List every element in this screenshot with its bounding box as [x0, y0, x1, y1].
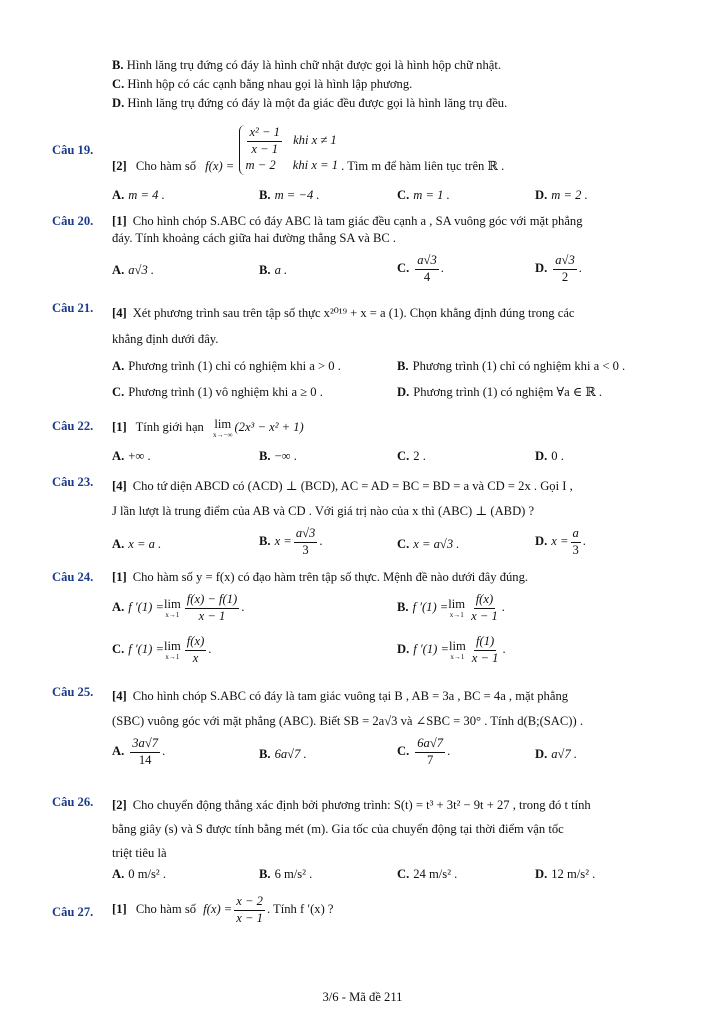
question-level: [1] — [112, 902, 127, 917]
option-a[interactable]: A. f ′(1) = lim x→1 $\frac{f(x) - f(1)}{x - 1}$ . — [112, 592, 245, 623]
limit-operator: lim x→−∞ — [213, 417, 233, 439]
option-c[interactable]: C. 24 m/s² . — [397, 867, 458, 881]
option-d[interactable]: D. f ′(1) = lim x→1 $\frac{f(1)}{x - 1}$ . — [397, 634, 506, 665]
question-text-line1: Xét phương trình sau trên tập số thực x²⁰¹⁹ + x = a (1). Chọn khẳng định đúng trong các — [132, 306, 575, 320]
question-level: [1] — [112, 420, 127, 435]
option-a[interactable]: A. 0 m/s² . — [112, 867, 166, 881]
question-text: Tính giới hạn — [135, 420, 204, 435]
option-c[interactable]: C. Phương trình (1) vô nghiệm khi a ≥ 0 . — [112, 385, 323, 399]
question-20 — [52, 213, 673, 253]
question-text-line1: Cho hình chóp S.ABC có đáy ABC là tam giác đều cạnh a , SA vuông góc với mặt phẳng — [132, 214, 583, 228]
question-26 — [52, 794, 673, 864]
function-label: f(x) = — [205, 158, 235, 173]
question-level: [4] — [112, 306, 127, 320]
question-level: [2] — [112, 158, 127, 173]
option-d[interactable]: D. m = 2 . — [535, 188, 588, 202]
option-d[interactable]: D. $\frac{a√3}{2}$ . — [535, 253, 582, 284]
question-22 — [52, 418, 673, 448]
intro-line-d: D. Hình lăng trụ đứng có đáy là một đa giác đều được gọi là hình lăng trụ đều. — [112, 96, 508, 110]
option-b[interactable]: B. 6 m/s² . — [259, 867, 313, 881]
question-number: Câu 21. — [52, 301, 94, 315]
question-text-line2: khẳng định dưới đây. — [112, 332, 219, 347]
question-number: Câu 23. — [52, 475, 94, 489]
page-footer: 3/6 - Mã đề 211 — [322, 990, 403, 1004]
question-level: [4] — [112, 479, 127, 493]
option-c[interactable]: C. $\frac{6a√7}{7}$ . — [397, 736, 451, 767]
option-c[interactable]: C. 2 . — [397, 449, 426, 463]
question-23 — [52, 474, 673, 524]
option-c[interactable]: C. f ′(1) = lim x→1 $\frac{f(x)}{x}$ . — [112, 634, 212, 665]
intro-line-b: B. Hình lăng trụ đứng có đáy là hình chữ nhật được gọi là hình hộp chữ nhật. — [112, 58, 501, 72]
question-text-line1: Cho chuyển động thẳng xác định bởi phương trình: S(t) = t³ + 3t² − 9t + 27 , trong đó t tính — [132, 798, 591, 812]
option-d[interactable]: D. 0 . — [535, 449, 564, 463]
option-c[interactable]: C. x = a√3 . — [397, 537, 460, 551]
question-text-line1: Cho tứ diện ABCD có (ACD) ⊥ (BCD), AC = AD = BC = BD = a và CD = 2x . Gọi I , — [132, 479, 573, 493]
question-27 — [52, 894, 673, 934]
option-a[interactable]: A. a√3 . — [112, 263, 155, 277]
question-level: [2] — [112, 798, 127, 812]
question-text-line2: J lần lượt là trung điểm của AB và CD . Với giá trị nào của x thì (ABC) ⊥ (ABD) ? — [112, 503, 535, 518]
question-tail: . Tính f ′(x) ? — [266, 902, 334, 917]
function-fraction: $\frac{x - 2}{x - 1}$ — [236, 894, 263, 925]
option-d[interactable]: D. a√7 . — [535, 747, 578, 761]
question-text: Cho hàm số — [135, 902, 197, 917]
option-d[interactable]: D. Phương trình (1) có nghiệm ∀a ∈ ℝ . — [397, 385, 603, 399]
piecewise-function: $\frac{\text{x² − 1}}{x - 1}$ khi x ≠ 1 m − 2 khi x = 1 — [239, 125, 338, 175]
question-number: Câu 24. — [52, 570, 94, 584]
question-tail: . Tìm m để hàm liên tục trên ℝ . — [341, 158, 505, 173]
option-a[interactable]: A. m = 4 . — [112, 188, 165, 202]
intro-line-c: C. Hình hộp có các cạnh bằng nhau gọi là hình lập phương. — [112, 77, 413, 91]
option-b[interactable]: B. m = −4 . — [259, 188, 320, 202]
option-d[interactable]: D. 12 m/s² . — [535, 867, 596, 881]
function-label: f(x) = — [203, 902, 233, 917]
question-level: [1] — [112, 214, 127, 228]
question-text: Cho hàm số y = f(x) có đạo hàm trên tập số thực. Mệnh đề nào dưới đây đúng. — [132, 570, 529, 584]
limit-expression: (2x³ − x² + 1) — [234, 420, 304, 435]
question-text-line2: bằng giây (s) và S được tính bằng mét (m). Gia tốc của chuyển động tại thời điểm vận tốc — [112, 821, 564, 836]
question-number: Câu 27. — [52, 905, 94, 919]
option-a[interactable]: A. $\frac{3a√7}{14}$ . — [112, 736, 166, 767]
option-a[interactable]: A. Phương trình (1) chỉ có nghiệm khi a > 0 . — [112, 359, 341, 373]
question-number: Câu 25. — [52, 685, 94, 699]
question-text: Cho hàm số — [135, 158, 197, 173]
question-text-line3: triệt tiêu là — [112, 845, 167, 860]
question-text-line2: (SBC) vuông góc với mặt phẳng (ABC). Biết SB = 2a√3 và ∠SBC = 30° . Tính d(B;(SAC)) . — [112, 713, 583, 728]
question-level: [1] — [112, 570, 127, 584]
option-b[interactable]: B. 6a√7 . — [259, 747, 307, 761]
question-number: Câu 26. — [52, 795, 94, 809]
question-level: [4] — [112, 689, 127, 703]
option-a[interactable]: A. x = a . — [112, 537, 162, 551]
option-b[interactable]: B. f ′(1) = lim x→1 $\frac{f(x)}{x - 1}$ . — [397, 592, 505, 623]
option-b[interactable]: B. x = $\frac{a√3}{3}$ . — [259, 526, 323, 557]
option-b[interactable]: B. −∞ . — [259, 449, 297, 463]
question-text-line1: Cho hình chóp S.ABC có đáy là tam giác vuông tại B , AB = 3a , BC = 4a , mặt phẳng — [132, 689, 569, 703]
question-text-line2: đáy. Tính khoảng cách giữa hai đường thẳng SA và BC . — [112, 231, 397, 245]
option-b[interactable]: B. a . — [259, 263, 288, 277]
option-d[interactable]: D. x = $\frac{a}{3}$ . — [535, 526, 586, 557]
question-number: Câu 22. — [52, 419, 94, 433]
question-number: Câu 19. — [52, 143, 94, 157]
option-c[interactable]: C. $\frac{a√3}{4}$ . — [397, 253, 444, 284]
question-number: Câu 20. — [52, 214, 94, 228]
option-b[interactable]: B. Phương trình (1) chỉ có nghiệm khi a < 0 . — [397, 359, 626, 373]
option-a[interactable]: A. +∞ . — [112, 449, 151, 463]
option-c[interactable]: C. m = 1 . — [397, 188, 450, 202]
question-24 — [52, 569, 673, 591]
question-25 — [52, 684, 673, 734]
question-21 — [52, 300, 673, 350]
